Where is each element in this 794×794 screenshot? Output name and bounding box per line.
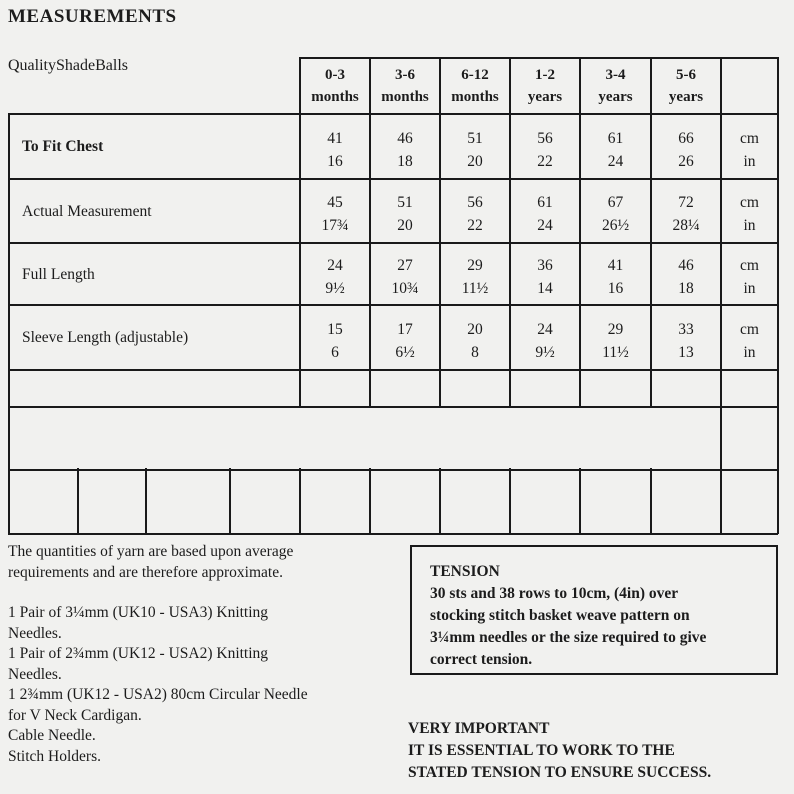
measure-cell-0-1 — [370, 117, 440, 182]
tension-line-3: 3¼mm needles or the size required to give — [430, 629, 707, 646]
measure-cell-3-1 — [370, 308, 440, 373]
size-header-2-line-1: 6-12 — [461, 66, 489, 83]
measure-cell-0-0 — [300, 117, 370, 182]
size-header-4 — [580, 57, 651, 114]
measure-cell-1-4 — [580, 182, 651, 246]
size-header-3-line-2: years — [527, 88, 563, 105]
measure-cell-0-3-line-2: 22 — [537, 152, 553, 170]
yarn-header-quality — [22, 427, 122, 455]
measure-cell-2-5 — [651, 246, 721, 308]
measure-row-label-3 — [14, 305, 302, 370]
note-stitch-holders: Stitch Holders. — [8, 747, 101, 765]
measure-row-label-1 — [14, 179, 302, 243]
measure-unit-0-line-1: cm — [740, 129, 759, 147]
size-header-3 — [510, 57, 580, 114]
measure-cell-0-4-line-2: 24 — [607, 152, 624, 170]
measure-unit-2 — [721, 246, 778, 308]
measure-unit-2-line-1: cm — [740, 257, 759, 274]
measure-cell-0-4-line-1: 61 — [607, 129, 624, 147]
measure-cell-1-1-line-1: 51 — [397, 194, 413, 211]
note-needle-1-line-2: Needles. — [8, 624, 62, 642]
measure-unit-0 — [721, 117, 778, 182]
size-header-4-line-2: years — [598, 88, 633, 105]
measure-cell-1-4-line-1: 67 — [607, 194, 624, 211]
measure-cell-0-3-line-1: 56 — [537, 129, 553, 147]
measure-cell-0-0-line-1: 41 — [327, 129, 343, 147]
measure-cell-2-0 — [300, 246, 370, 308]
size-header-3-line-1: 1-2 — [535, 66, 555, 83]
size-header-5 — [651, 57, 721, 114]
measure-cell-1-1 — [370, 182, 440, 246]
measure-cell-0-5-line-1: 66 — [678, 129, 694, 147]
measure-row-label-2-line-1: Full Length — [22, 265, 95, 283]
yarn-header-balls-line-1: Balls — [95, 57, 128, 74]
measure-cell-1-2 — [440, 182, 510, 246]
size-header-0 — [300, 57, 370, 114]
grid-line-row-7 — [8, 469, 778, 471]
measure-cell-1-0 — [300, 182, 370, 246]
measure-cell-1-0-line-1: 45 — [327, 194, 343, 211]
measure-cell-3-1-line-2: 6½ — [395, 343, 415, 361]
grid-left-edge — [8, 114, 10, 534]
measure-cell-1-2-line-1: 56 — [467, 194, 483, 211]
measure-cell-0-5 — [651, 117, 721, 182]
measure-cell-3-2 — [440, 308, 510, 373]
measure-cell-0-0-line-2: 16 — [327, 152, 343, 170]
important-line-2: STATED TENSION TO ENSURE SUCCESS. — [408, 764, 712, 781]
yarn-header-shade-line-1: Shade — [56, 57, 96, 74]
measure-cell-3-3 — [510, 308, 580, 373]
page-title: MEASUREMENTS — [8, 6, 177, 27]
yarn-size-col-line-6 — [720, 407, 722, 534]
measure-cell-2-0-line-1: 24 — [327, 257, 343, 274]
measure-cell-0-1-line-2: 18 — [397, 152, 413, 170]
size-header-2 — [440, 57, 510, 114]
measure-cell-1-4-line-2: 26½ — [601, 217, 630, 234]
measure-cell-3-0-line-1: 15 — [327, 320, 343, 338]
measure-unit-1 — [721, 182, 778, 246]
important-heading: VERY IMPORTANT — [408, 720, 550, 737]
measure-row-label-2 — [14, 243, 302, 305]
note-quantities-line-2: requirements and are therefore approximate. — [8, 563, 283, 581]
measure-cell-2-1 — [370, 246, 440, 308]
measure-cell-0-3 — [510, 117, 580, 182]
yarn-size-col-line-7 — [777, 407, 779, 534]
measure-row-label-3-line-1: Sleeve Length (adjustable) — [22, 329, 189, 346]
measure-unit-2-line-2: in — [743, 280, 756, 297]
measure-cell-3-1-line-1: 17 — [397, 320, 413, 338]
tension-line-2: stocking stitch basket weave pattern on — [430, 607, 690, 624]
measure-cell-1-2-line-2: 22 — [467, 217, 483, 234]
size-header-5-line-2: years — [668, 88, 704, 105]
measure-cell-1-5 — [651, 182, 721, 246]
note-needle-3-line-1: 1 2¾mm (UK12 - USA2) 80cm Circular Needle — [8, 686, 308, 703]
measure-cell-3-4 — [580, 308, 651, 373]
size-header-0-line-1: 0-3 — [325, 66, 345, 83]
measure-cell-1-5-line-1: 72 — [678, 194, 694, 211]
yarn-header-quality-line-1: Quality — [8, 57, 56, 74]
measure-cell-2-2-line-2: 11½ — [461, 280, 489, 297]
measure-cell-2-5-line-1: 46 — [678, 257, 694, 274]
size-header-1 — [370, 57, 440, 114]
size-header-4-line-1: 3-4 — [605, 66, 626, 83]
measure-cell-2-4-line-2: 16 — [607, 280, 624, 297]
measure-cell-2-2 — [440, 246, 510, 308]
note-needle-2-line-2: Needles. — [8, 665, 62, 683]
yarn-header-balls — [721, 434, 778, 462]
measurements-table — [8, 57, 778, 534]
measure-cell-1-3-line-1: 61 — [537, 194, 553, 211]
measure-cell-1-5-line-2: 28¼ — [672, 217, 700, 234]
measure-cell-0-2-line-1: 51 — [467, 129, 483, 147]
note-needle-1-line-1: 1 Pair of 3¼mm (UK10 - USA3) Knitting — [8, 604, 269, 621]
measure-cell-2-4-line-1: 41 — [607, 257, 624, 274]
measure-cell-0-5-line-2: 26 — [678, 152, 694, 170]
measure-cell-2-3-line-2: 14 — [537, 280, 553, 297]
tension-box — [410, 545, 778, 675]
measure-cell-2-0-line-2: 9½ — [325, 280, 345, 297]
materials-notes — [8, 542, 398, 767]
note-needle-2-line-1: 1 Pair of 2¾mm (UK12 - USA2) Knitting — [8, 645, 269, 662]
grid-line-row-8 — [8, 533, 778, 535]
measure-cell-3-3-line-1: 24 — [537, 320, 553, 338]
measure-unit-3-line-2: in — [743, 343, 756, 361]
measure-cell-3-5-line-2: 13 — [678, 343, 694, 361]
measure-cell-3-4-line-2: 11½ — [602, 343, 629, 361]
measure-cell-2-1-line-2: 10¾ — [391, 280, 419, 297]
measure-cell-2-3-line-1: 36 — [537, 257, 553, 274]
measure-row-label-0-line-1: To Fit Chest — [22, 138, 104, 155]
measure-row-label-0 — [14, 114, 302, 179]
size-header-5-line-1: 5-6 — [676, 66, 696, 83]
measure-cell-3-5-line-1: 33 — [678, 320, 694, 338]
measure-cell-3-4-line-1: 29 — [607, 320, 624, 338]
measure-cell-3-0 — [300, 308, 370, 373]
measure-cell-3-2-line-2: 8 — [471, 343, 479, 361]
tension-line-4: correct tension. — [430, 651, 533, 668]
measure-cell-0-2 — [440, 117, 510, 182]
size-header-1-line-1: 3-6 — [395, 66, 415, 83]
measure-cell-0-1-line-1: 46 — [397, 129, 413, 147]
important-line-1: IT IS ESSENTIAL TO WORK TO THE — [408, 742, 675, 759]
measure-cell-1-0-line-2: 17¾ — [321, 217, 349, 234]
size-header-0-line-2: months — [311, 88, 359, 105]
measure-cell-1-3-line-2: 24 — [537, 217, 553, 234]
measure-unit-3 — [721, 308, 778, 373]
yarn-header-shade — [218, 427, 308, 455]
measure-unit-1-line-1: cm — [740, 194, 759, 211]
tension-heading: TENSION — [430, 563, 500, 580]
measure-cell-3-3-line-2: 9½ — [535, 343, 555, 361]
tension-line-1: 30 sts and 38 rows to 10cm, (4in) over — [430, 585, 679, 602]
measure-cell-0-2-line-2: 20 — [467, 152, 483, 170]
measure-unit-0-line-2: in — [743, 152, 756, 170]
measure-unit-3-line-1: cm — [740, 320, 759, 338]
measure-cell-2-2-line-1: 29 — [467, 257, 483, 274]
measure-cell-2-3 — [510, 246, 580, 308]
measure-cell-1-3 — [510, 182, 580, 246]
measure-cell-1-1-line-2: 20 — [397, 217, 413, 234]
measure-cell-3-2-line-1: 20 — [467, 320, 483, 338]
measure-cell-3-5 — [651, 308, 721, 373]
note-cable-needle: Cable Needle. — [8, 727, 96, 744]
measure-cell-3-0-line-2: 6 — [331, 343, 339, 361]
measure-cell-0-4 — [580, 117, 651, 182]
size-header-1-line-2: months — [381, 88, 429, 105]
size-header-2-line-2: months — [451, 88, 499, 105]
measure-row-label-1-line-1: Actual Measurement — [22, 202, 152, 220]
measure-cell-2-4 — [580, 246, 651, 308]
measure-cell-2-5-line-2: 18 — [678, 280, 694, 297]
important-notice — [408, 718, 788, 784]
measure-unit-1-line-2: in — [743, 217, 756, 234]
note-needle-3-line-2: for V Neck Cardigan. — [8, 706, 142, 724]
measure-cell-2-1-line-1: 27 — [397, 257, 413, 274]
note-quantities-line-1: The quantities of yarn are based upon average — [8, 543, 294, 560]
